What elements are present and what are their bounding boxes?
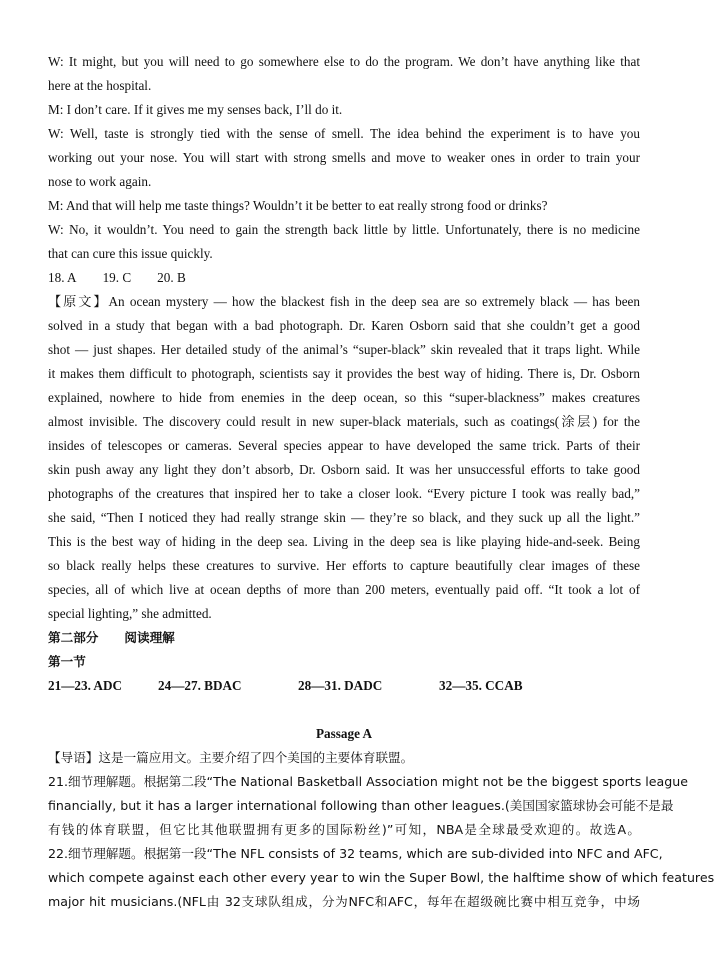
passage-title: Passage A: [315, 726, 373, 741]
text-line: special lighting,” she admitted.: [48, 606, 212, 621]
section-heading: 第一节: [48, 654, 86, 669]
part-title: 第二部分: [48, 630, 99, 645]
q22-line: major hit musicians.(NFL由 32支球队组成，分为NFC和AFC，每年在超级碗比赛中相互竞争，中场: [48, 894, 640, 909]
part-heading: [48, 626, 640, 650]
text-line: M: And that will help me taste things? Wouldn’t it be better to eat really strong food or drinks?: [48, 198, 548, 213]
text-line: that can cure this issue quickly.: [48, 246, 213, 261]
text-line: W: It might, but you will need to go somewhere else to do the program. We don’t have anything like that: [48, 54, 640, 69]
guide-text: 【导语】这是一篇应用文。主要介绍了四个美国的主要体育联盟。: [48, 750, 414, 765]
text-line: explained, nowhere to hide from enemies in the deep ocean, so this “super-blackness” makes creatures: [48, 390, 640, 405]
text-line: solved in a study that began with a bad photograph. Dr. Karen Osborn said that she couldn’t get a good: [48, 318, 640, 333]
answer-row-18-20: [48, 266, 640, 290]
q21-line: 21.细节理解题。根据第二段“The National Basketball Association might not be the biggest sports league: [48, 774, 688, 789]
text-line: almost invisible. The discovery could result in new super-black materials, such as coatings(涂层) for the: [48, 414, 640, 429]
text-line: This is the best way of hiding in the deep sea. Living in the deep sea is like playing hide-and-seek. Being: [48, 534, 640, 549]
text-line: skin push away any light they don’t absorb, Dr. Osborn said. It was her unsuccessful efforts to take good: [48, 462, 640, 477]
answer-20: 20. B: [157, 270, 186, 285]
text-line: species, all of which live at ocean depths of more than 200 meters, eventually paid off. “It took a lot of: [48, 582, 640, 597]
answer-group: 24—27. BDAC: [158, 678, 242, 693]
text-line: photographs of the creatures that inspired her to take a closer look. “Every picture I took was really bad,”: [48, 486, 640, 501]
answer-19: 19. C: [102, 270, 132, 285]
answer-row-21-35: [48, 674, 640, 698]
text-line: M: I don’t care. If it gives me my senses back, I’ll do it.: [48, 102, 343, 117]
text-line: it makes them difficult to photograph, scientists say it provides the best way of hiding. There is, Dr. Osborn: [48, 366, 640, 381]
text-line: so black really helps these creatures to survive. Her efforts to capture beautifully clear images of these: [48, 558, 640, 573]
text-line: W: No, it wouldn’t. You need to gain the strength back little by little. Unfortunately, there is no medicine: [48, 222, 640, 237]
q22-line: which compete against each other every year to win the Super Bowl, the halftime show of which features: [48, 870, 714, 885]
q21-line: financially, but it has a larger international following than other leagues.(美国国家篮球协会可能不是最: [48, 798, 674, 813]
answer-group: 28—31. DADC: [298, 678, 383, 693]
text-line: here at the hospital.: [48, 78, 152, 93]
text-line: working out your nose. You will start with strong smells and move to weaker ones in order to train your: [48, 150, 640, 165]
text-line: insides of telescopes or cameras. Several species appear to have developed the same trick. Parts of their: [48, 438, 640, 453]
text-line: nose to work again.: [48, 174, 152, 189]
text-line: shot — just shapes. Her detailed study of the animal’s “super-black” skin revealed that it traps light. While: [48, 342, 640, 357]
text-line: 【原文】An ocean mystery — how the blackest fish in the deep sea are so extremely black — has been: [48, 294, 640, 309]
part-subtitle: 阅读理解: [124, 630, 175, 645]
q21-line: 有钱的体育联盟，但它比其他联盟拥有更多的国际粉丝)”可知，NBA是全球最受欢迎的。故选A。: [48, 822, 640, 837]
answer-group: 21—23. ADC: [48, 678, 122, 693]
text-line: she said, “Then I noticed they had really strange skin — they’re so black, and they suck up all the light.”: [48, 510, 640, 525]
answer-group: 32—35. CCAB: [439, 678, 523, 693]
q22-line: 22.细节理解题。根据第一段“The NFL consists of 32 teams, which are sub-divided into NFC and AFC,: [48, 846, 663, 861]
answer-18: 18. A: [48, 270, 77, 285]
text-line: W: Well, taste is strongly tied with the sense of smell. The idea behind the experiment is to have you: [48, 126, 640, 141]
